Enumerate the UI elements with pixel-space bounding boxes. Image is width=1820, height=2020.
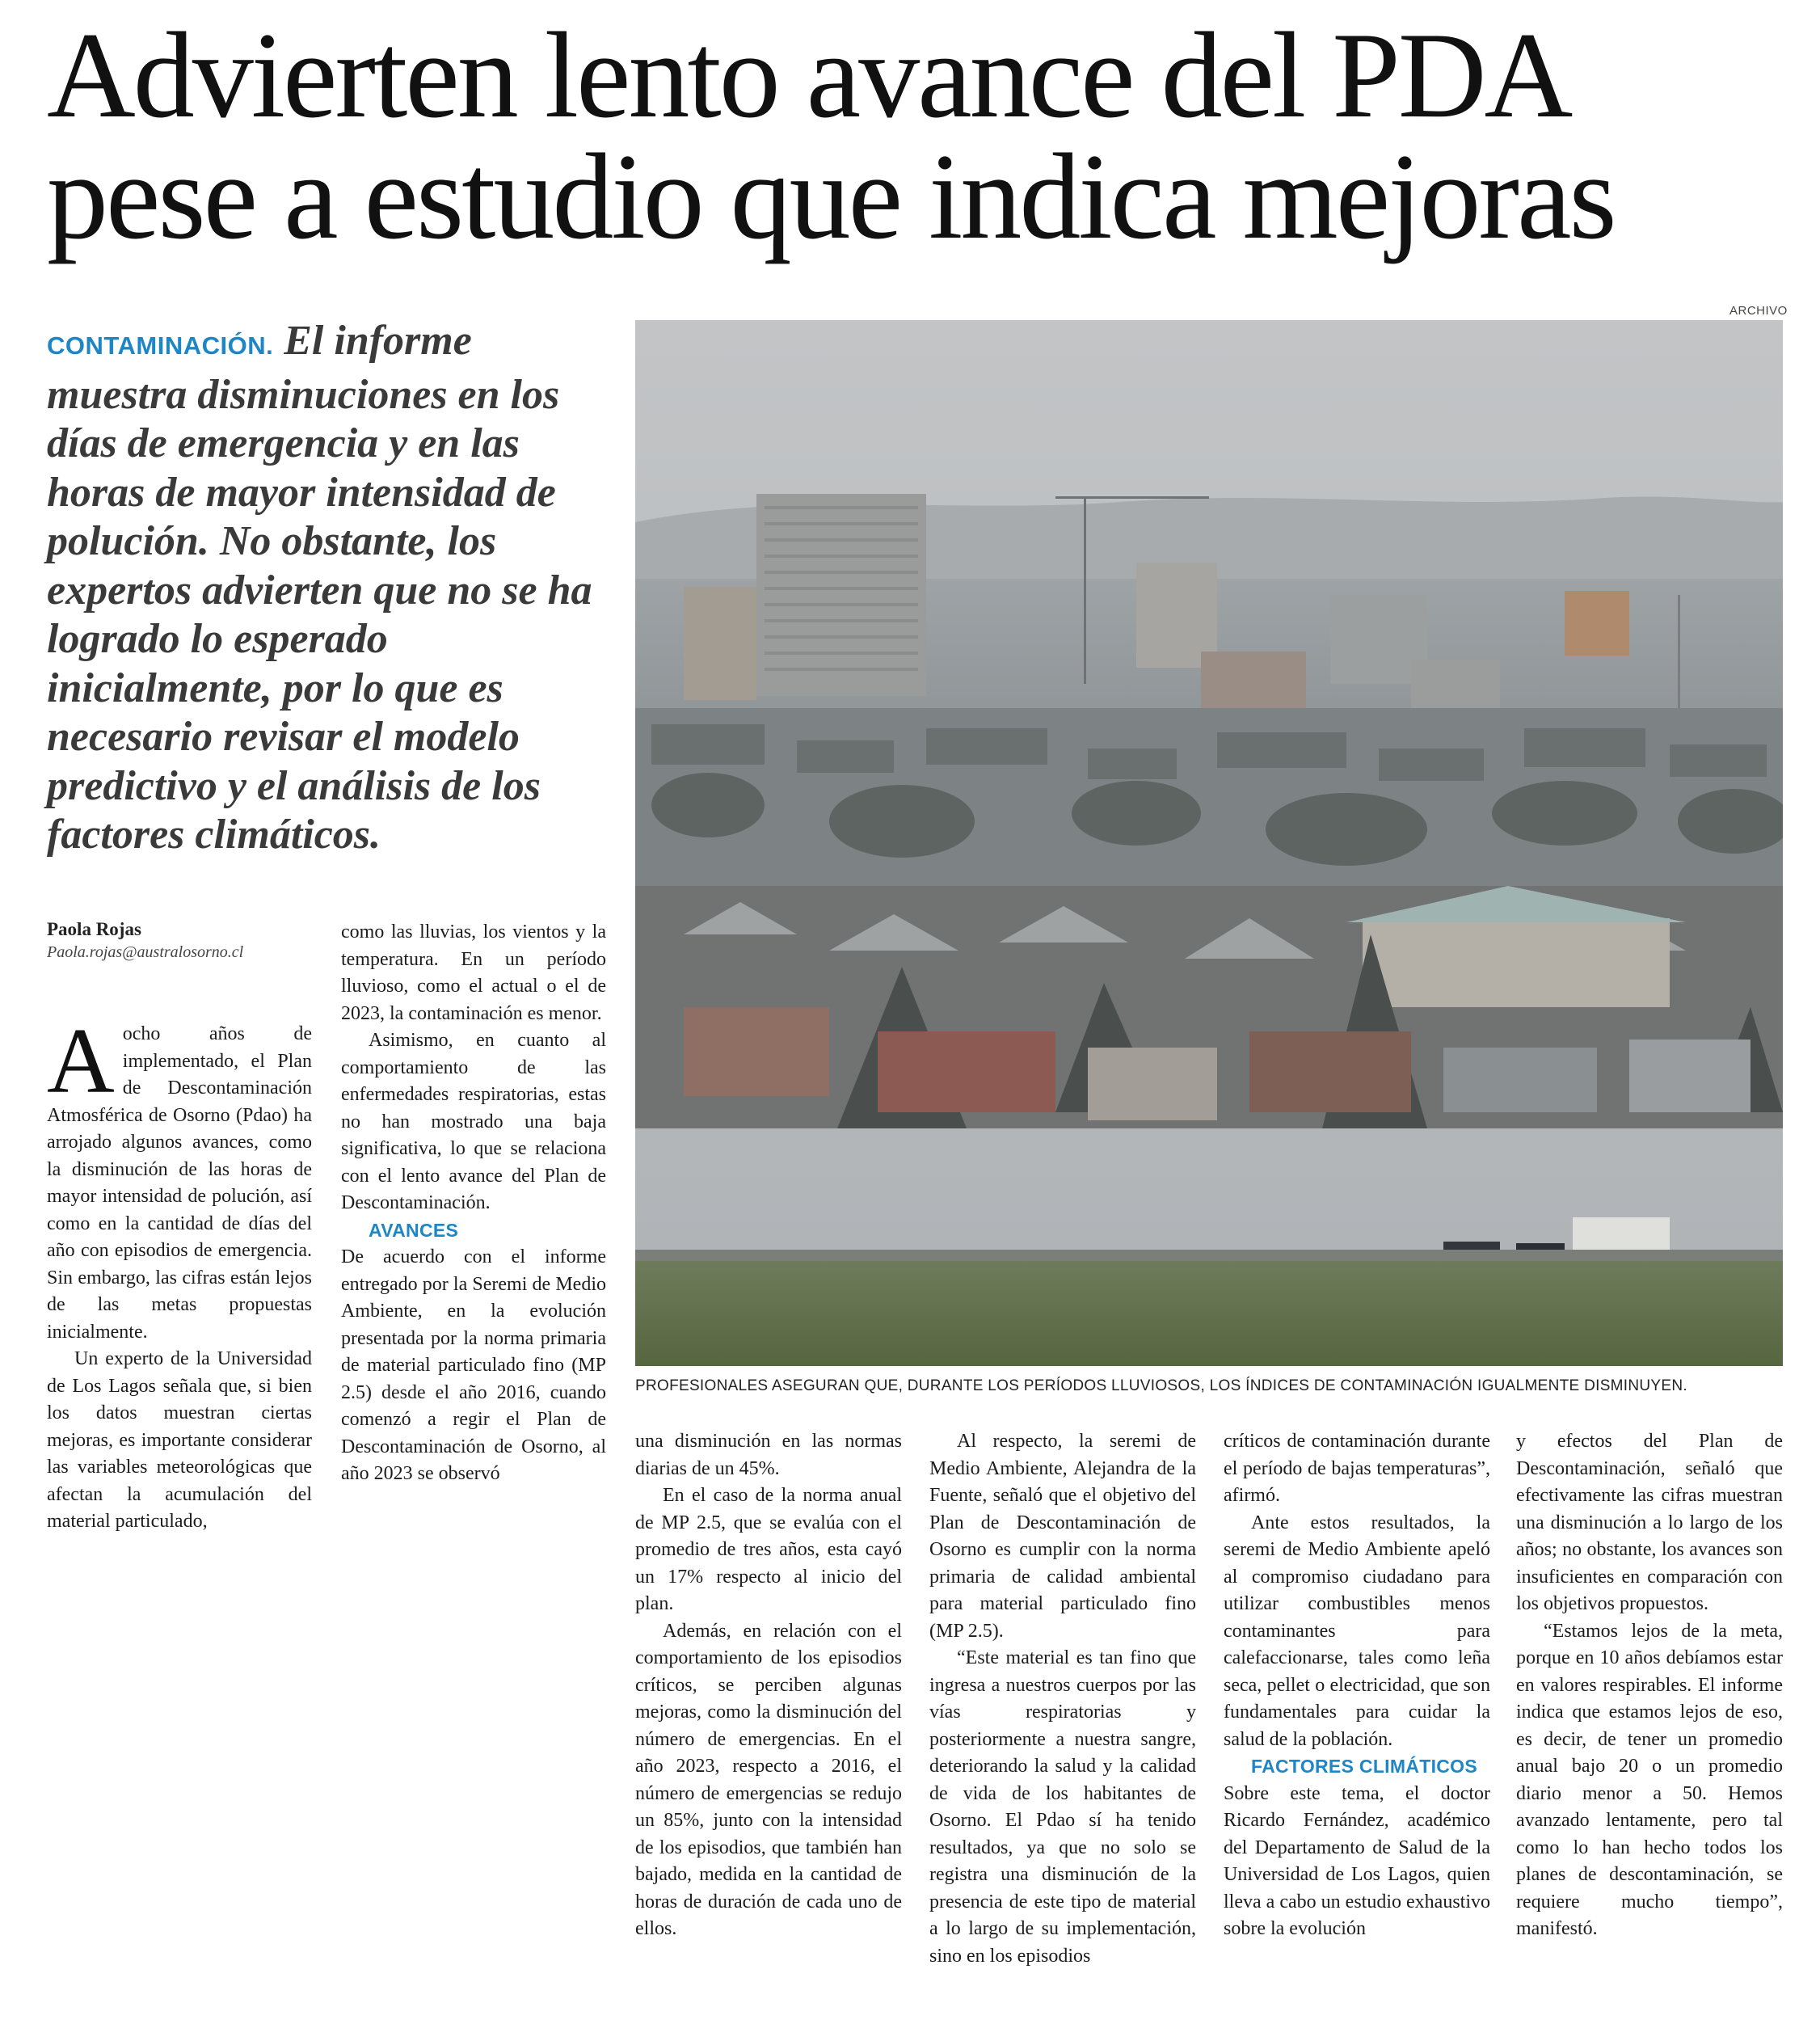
article-column-1 <box>47 1010 312 1536</box>
section-kicker: CONTAMINACIÓN. <box>47 331 274 360</box>
paragraph: Asimismo, en cuanto al comportamiento de las enfermedades respiratorias, estas no han mostrado una baja significativa, lo que se relaciona con el lento avance del Plan de Descontaminación. <box>341 1030 606 1213</box>
author-name: Paola Rojas <box>47 919 141 939</box>
paragraph: y efectos del Plan de Descontaminación, señaló que efectivamente las cifras muestran una disminución a lo largo de los años; no obstante, los avances son insuficientes en comparación con los objetivos propuestos. <box>1516 1431 1783 1614</box>
paragraph: Ante estos resultados, la seremi de Medio Ambiente apeló al compromiso ciudadano para utilizar combustibles menos contaminantes para calefaccionarse, tales como leña seca, pellet o electricidad, que son fundamentales para cuidar la salud de la población. <box>1224 1512 1490 1750</box>
paragraph <box>47 1010 312 1346</box>
photo-caption: PROFESIONALES ASEGURAN QUE, DURANTE LOS PERÍODOS LLUVIOSOS, LOS ÍNDICES DE CONTAMINACIÓN IGUALMENTE DISMINUYEN. <box>635 1377 1687 1394</box>
paragraph-text: ocho años de implementado, el Plan de Descontaminación Atmosférica de Osorno (Pdao) ha arrojado algunos avances, como la disminución de las horas de mayor intensidad de polución, así como en la cantidad de días del año con episodios de emergencia. Sin embargo, las cifras están lejos de las metas propuestas inicialmente. <box>47 1023 312 1343</box>
subhead-avances: AVANCES <box>369 1219 459 1241</box>
headline <box>47 7 1793 264</box>
author-email: Paola.rojas@australosorno.cl <box>47 943 244 961</box>
paragraph: una disminución en las normas diarias de un 45%. <box>635 1431 902 1479</box>
byline <box>47 919 322 962</box>
paragraph: Un experto de la Universidad de Los Lagos señala que, si bien los datos muestran ciertas mejoras, es importante considerar las variables meteorológicas que afectan la acumulación del material particulado, <box>47 1348 312 1532</box>
article-column-3 <box>635 1428 902 1943</box>
drop-cap: A <box>47 1010 115 1113</box>
city-photo <box>635 320 1783 1366</box>
lead-text: El informe muestra disminuciones en los días de emergencia y en las horas de mayor intensidad de polución. No obstante, los expertos advierten que no se ha logrado lo esperado inicialmente, por lo que es necesario revisar el modelo predictivo y el análisis de los factores climáticos. <box>47 318 592 858</box>
paragraph: En el caso de la norma anual de MP 2.5, que se evalúa con el promedio de tres años, esta cayó un 17% respecto al inicio del plan. <box>635 1485 902 1614</box>
article-column-5 <box>1224 1428 1490 1943</box>
subhead-factores-climaticos: FACTORES CLIMÁTICOS <box>1251 1756 1478 1777</box>
paragraph: “Estamos lejos de la meta, porque en 10 años debíamos estar en valores respirables. El informe indica que estamos lejos de eso, es decir, de tener un promedio anual bajo 20 o un promedio diario menor a 50. Hemos avanzado lentamente, pero tal como lo han hecho todos los planes de descontaminación, se requiere mucho tiempo”, manifestó. <box>1516 1620 1783 1939</box>
paragraph: como las lluvias, los vientos y la temperatura. En un período lluvioso, como el actual o el de 2023, la contaminación es menor. <box>341 921 606 1024</box>
paragraph: Además, en relación con el comportamiento de los episodios críticos, se perciben algunas mejoras, como la disminución del número de emergencias. En el año 2023, respecto a 2016, el número de emergencias se redujo un 85%, junto con la intensidad de los episodios, que también han bajado, medida en la cantidad de horas de duración de cada uno de ellos. <box>635 1620 902 1939</box>
city-photo-illustration <box>635 320 1783 1366</box>
lead-paragraph <box>47 317 613 860</box>
paragraph: críticos de contaminación durante el período de bajas temperaturas”, afirmó. <box>1224 1431 1490 1506</box>
headline-line-2: pese a estudio que indica mejoras <box>47 129 1615 264</box>
paragraph: Al respecto, la seremi de Medio Ambiente, Alejandra de la Fuente, señaló que el objetivo del Plan de Descontaminación de Osorno es cumplir con la norma primaria de calidad ambiental para material particulado fino (MP 2.5). <box>929 1431 1196 1642</box>
paragraph: Sobre este tema, el doctor Ricardo Fernández, académico del Departamento de Salud de la Universidad de Los Lagos, quien lleva a cabo un estudio exhaustivo sobre la evolución <box>1224 1782 1490 1939</box>
paragraph: De acuerdo con el informe entregado por la Seremi de Medio Ambiente, en la evolución presentada por la norma primaria de material particulado fino (MP 2.5) desde el año 2016, cuando comenzó a regir el Plan de Descontaminación de Osorno, al año 2023 se observó <box>341 1246 606 1484</box>
photo-credit: ARCHIVO <box>1729 304 1788 318</box>
article-column-4 <box>929 1428 1196 1970</box>
article-column-6 <box>1516 1428 1783 1943</box>
article-column-2 <box>341 919 606 1488</box>
paragraph: “Este material es tan fino que ingresa a nuestros cuerpos por las vías respiratorias y posteriormente a nuestra sangre, deteriorando la salud y la calidad de vida de los habitantes de Osorno. El Pdao sí ha tenido resultados, ya que no solo se registra una disminución de la presencia de este tipo de material a lo largo de su implementación, sino en los episodios <box>929 1647 1196 1967</box>
headline-line-1: Advierten lento avance del PDA <box>47 7 1571 143</box>
